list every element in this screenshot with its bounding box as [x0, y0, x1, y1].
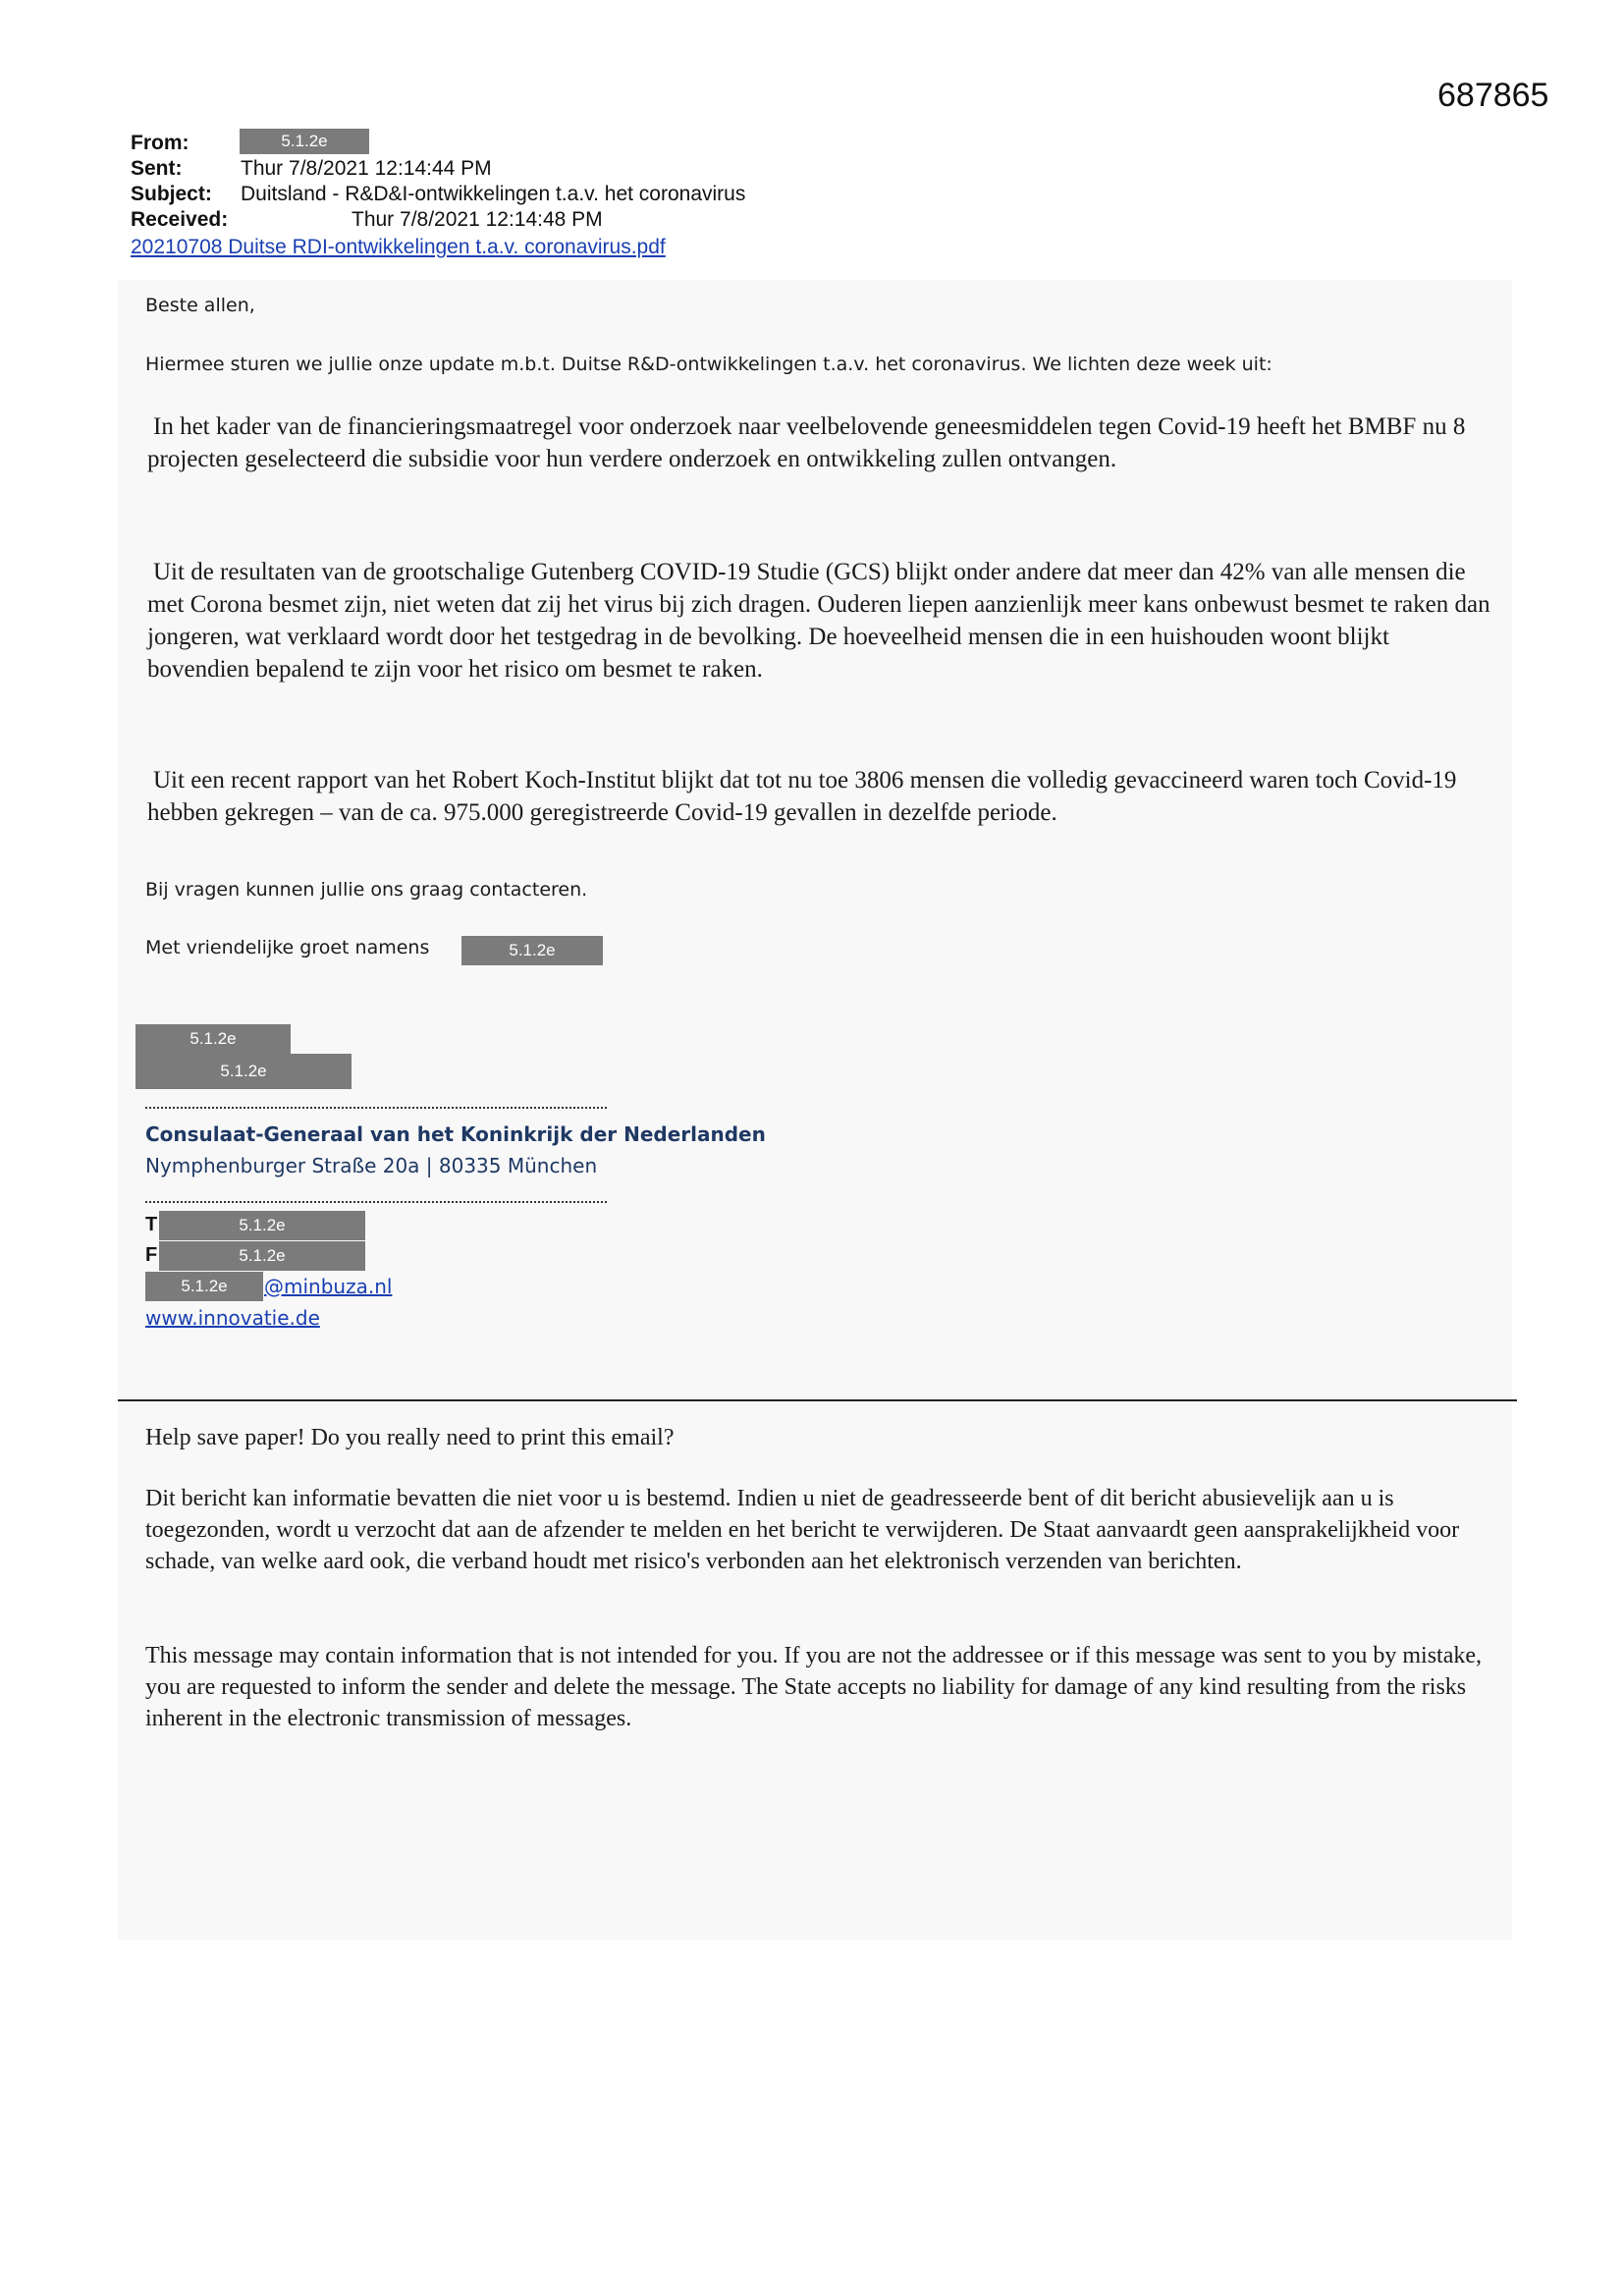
email-domain-link[interactable]: @minbuza.nl — [264, 1275, 393, 1298]
paragraph-gcs-study: Uit de resultaten van de grootschalige Gutenberg COVID-19 Studie (GCS) blijkt onder andere dat meer dan 42% van alle mensen die met Corona besmet zijn, niet weten dat zij het virus bij zich dragen. Ouderen liepen aanzienlijk meer kans onbewust besmet te raken dan jongeren, wat verklaard wordt door het testgedrag in de bevolking. De hoeveelheid mensen die in een huishouden woont blijkt bovendien bepalend te zijn voor het risico om besmet te raken. — [147, 559, 1490, 683]
telephone-label: T — [145, 1214, 158, 1235]
received-value: Thur 7/8/2021 12:14:48 PM — [352, 208, 603, 231]
signature-title-redaction: 5.1.2e — [135, 1054, 352, 1089]
greeting: Beste allen, — [145, 295, 255, 316]
questions-text: Bij vragen kunnen jullie ons graag contacteren. — [145, 879, 588, 901]
intro-text: Hiermee sturen we jullie onze update m.b.t. Duitse R&D-ontwikkelingen t.a.v. het coronavirus. We lichten deze week uit: — [145, 354, 1272, 375]
paragraph-bmbf: In het kader van de financieringsmaatregel voor onderzoek naar veelbelovende geneesmiddelen tegen Covid-19 heeft het BMBF nu 8 projecten geselecteerd die subsidie voor hun verdere onderzoek en ontwikkeling zullen ontvangen. — [147, 413, 1466, 472]
document-number: 687865 — [1437, 77, 1549, 114]
fax-redaction: 5.1.2e — [159, 1241, 365, 1271]
website-link[interactable]: www.innovatie.de — [145, 1306, 320, 1330]
print-notice: Help save paper! Do you really need to print this email? — [145, 1425, 675, 1450]
email-redaction: 5.1.2e — [145, 1272, 263, 1301]
signature-divider-bottom — [145, 1201, 607, 1203]
subject-label: Subject: — [131, 183, 212, 205]
received-label: Received: — [131, 208, 229, 231]
fax-label: F — [145, 1244, 158, 1266]
from-redaction: 5.1.2e — [240, 129, 369, 154]
disclaimer-english: This message may contain information that is not intended for you. If you are not the addressee or if this message was sent to you by mistake, you are requested to inform the sender and delete the message. The State accepts no liability for damage of any kind resulting from the risks inherent in the electronic transmission of messages. — [145, 1643, 1483, 1731]
organisation-address: Nymphenburger Straße 20a | 80335 München — [145, 1154, 598, 1177]
closing-redaction: 5.1.2e — [461, 936, 603, 965]
telephone-redaction: 5.1.2e — [159, 1211, 365, 1240]
disclaimer-divider — [118, 1399, 1517, 1401]
disclaimer-dutch: Dit bericht kan informatie bevatten die niet voor u is bestemd. Indien u niet de geadresseerde bent of dit bericht abusievelijk aan u is toegezonden, wordt u verzocht dat aan de afzender te melden en het bericht te verwijderen. De Staat aanvaardt geen aansprakelijkheid voor schade, van welke aard ook, die verband houdt met risico's verbonden aan het elektronisch verzenden van berichten. — [145, 1486, 1460, 1574]
signature-name-redaction: 5.1.2e — [135, 1024, 291, 1054]
paragraph-rki-report: Uit een recent rapport van het Robert Koch-Institut blijkt dat tot nu toe 3806 mensen die volledig gevaccineerd waren toch Covid-19 hebben gekregen – van de ca. 975.000 geregistreerde Covid-19 gevallen in dezelfde periode. — [147, 767, 1457, 826]
subject-value: Duitsland - R&D&I-ontwikkelingen t.a.v. het coronavirus — [241, 183, 746, 205]
sent-value: Thur 7/8/2021 12:14:44 PM — [241, 157, 492, 180]
from-label: From: — [131, 132, 189, 154]
organisation-name: Consulaat-Generaal van het Koninkrijk der Nederlanden — [145, 1122, 766, 1146]
sent-label: Sent: — [131, 157, 183, 180]
attachment-link[interactable]: 20210708 Duitse RDI-ontwikkelingen t.a.v. coronavirus.pdf — [131, 236, 666, 258]
closing-text: Met vriendelijke groet namens — [145, 937, 430, 958]
signature-divider-top — [145, 1107, 607, 1109]
